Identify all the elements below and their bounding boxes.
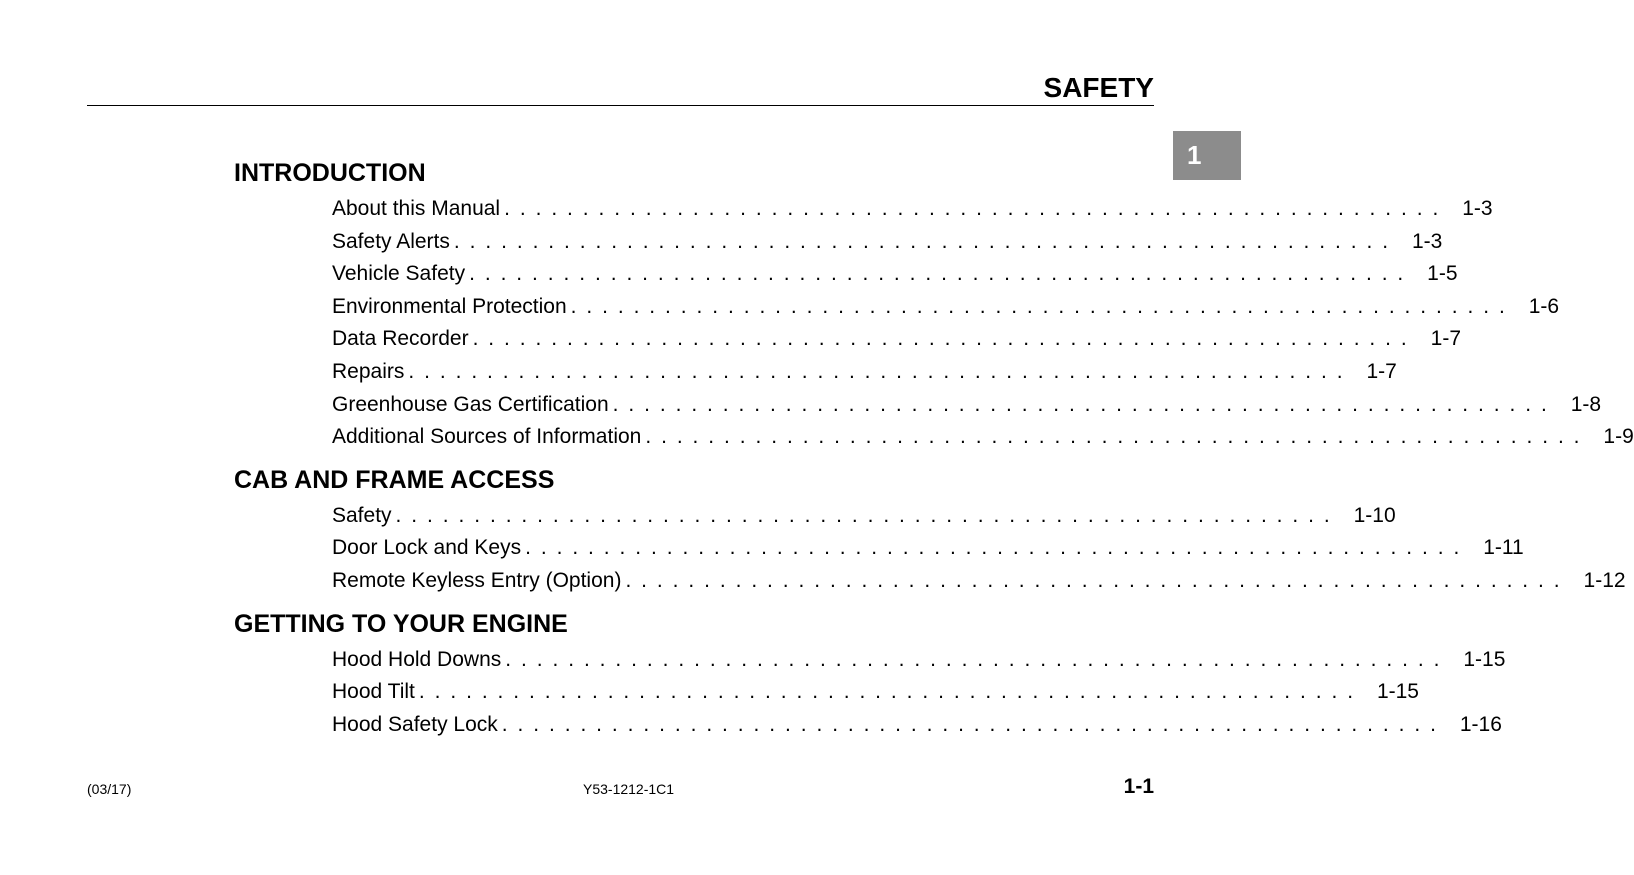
toc-section bbox=[234, 460, 1626, 598]
entry-title: Environmental Protection bbox=[332, 294, 567, 318]
footer-document-number: Y53-1212-1C1 bbox=[583, 781, 675, 797]
dot-leader: ............................................................ bbox=[525, 536, 1470, 560]
entry-page: 1-11 bbox=[1483, 536, 1524, 560]
chapter-tab[interactable]: 1 bbox=[1173, 131, 1241, 180]
dot-leader: ............................................................ bbox=[645, 425, 1590, 449]
entry-title: Additional Sources of Information bbox=[332, 425, 642, 449]
toc-entry[interactable] bbox=[234, 565, 1626, 598]
section-title: CAB AND FRAME ACCESS bbox=[234, 465, 555, 494]
toc-section bbox=[234, 604, 1506, 742]
dot-leader: ............................................................ bbox=[501, 712, 1446, 736]
footer-page-number: 1-1 bbox=[1123, 775, 1154, 798]
entry-page: 1-8 bbox=[1570, 392, 1602, 416]
dot-leader: ............................................................ bbox=[570, 294, 1515, 318]
table-of-contents bbox=[234, 153, 1634, 741]
toc-entry[interactable] bbox=[234, 644, 1506, 677]
entry-page: 1-5 bbox=[1427, 262, 1458, 286]
dot-leader: ............................................................ bbox=[469, 262, 1414, 286]
dot-leader: ............................................................ bbox=[612, 392, 1557, 416]
entry-title: Hood Tilt bbox=[332, 680, 415, 704]
entry-page: 1-10 bbox=[1353, 503, 1396, 527]
toc-entry[interactable] bbox=[234, 676, 1419, 709]
entry-title: Safety Alerts bbox=[332, 229, 450, 253]
entry-title: Safety bbox=[332, 503, 392, 527]
entry-list bbox=[234, 500, 1626, 598]
entry-title: Data Recorder bbox=[332, 327, 469, 351]
entry-list bbox=[234, 644, 1506, 742]
toc-entry[interactable] bbox=[234, 193, 1493, 226]
toc-entry[interactable] bbox=[234, 356, 1397, 389]
entry-title: Hood Safety Lock bbox=[332, 712, 498, 736]
toc-entry[interactable] bbox=[234, 258, 1458, 291]
toc-entry[interactable] bbox=[234, 500, 1396, 533]
entry-page: 1-7 bbox=[1366, 359, 1397, 383]
dot-leader: ............................................................ bbox=[453, 229, 1398, 253]
entry-page: 1-3 bbox=[1462, 197, 1493, 220]
toc-section bbox=[234, 153, 1634, 454]
entry-page: 1-15 bbox=[1463, 647, 1506, 671]
entry-page: 1-15 bbox=[1376, 680, 1419, 704]
toc-entry[interactable] bbox=[234, 532, 1524, 565]
dot-leader: ............................................................ bbox=[625, 568, 1570, 592]
entry-page: 1-3 bbox=[1411, 229, 1443, 253]
toc-entry[interactable] bbox=[234, 291, 1560, 324]
dot-leader: ............................................................ bbox=[504, 197, 1449, 220]
page-header-title: SAFETY bbox=[1043, 72, 1154, 103]
entry-page: 1-16 bbox=[1459, 712, 1502, 736]
header-divider bbox=[87, 105, 1154, 106]
dot-leader: ............................................................ bbox=[408, 359, 1353, 383]
dot-leader: ............................................................ bbox=[472, 327, 1417, 351]
entry-title: Remote Keyless Entry (Option) bbox=[332, 568, 622, 592]
section-title: INTRODUCTION bbox=[234, 159, 426, 187]
entry-title: Vehicle Safety bbox=[332, 262, 466, 286]
toc-entry[interactable] bbox=[234, 226, 1443, 259]
section-title: GETTING TO YOUR ENGINE bbox=[234, 609, 568, 638]
entry-page: 1-9 bbox=[1603, 425, 1634, 449]
entry-list bbox=[234, 193, 1634, 454]
dot-leader: ............................................................ bbox=[418, 680, 1363, 704]
entry-title: Hood Hold Downs bbox=[332, 647, 502, 671]
entry-title: Door Lock and Keys bbox=[332, 536, 522, 560]
toc-entry[interactable] bbox=[234, 323, 1461, 356]
entry-page: 1-12 bbox=[1583, 568, 1626, 592]
toc-entry[interactable] bbox=[234, 709, 1502, 742]
toc-entry[interactable] bbox=[234, 389, 1602, 422]
dot-leader: ............................................................ bbox=[395, 503, 1340, 527]
entry-page: 1-6 bbox=[1528, 294, 1560, 318]
entry-title: Repairs bbox=[332, 359, 405, 383]
toc-entry[interactable] bbox=[234, 421, 1634, 454]
entry-page: 1-7 bbox=[1430, 327, 1461, 351]
entry-title: About this Manual bbox=[332, 197, 501, 220]
footer-date: (03/17) bbox=[87, 781, 132, 797]
entry-title: Greenhouse Gas Certification bbox=[332, 392, 609, 416]
dot-leader: ............................................................ bbox=[505, 647, 1450, 671]
